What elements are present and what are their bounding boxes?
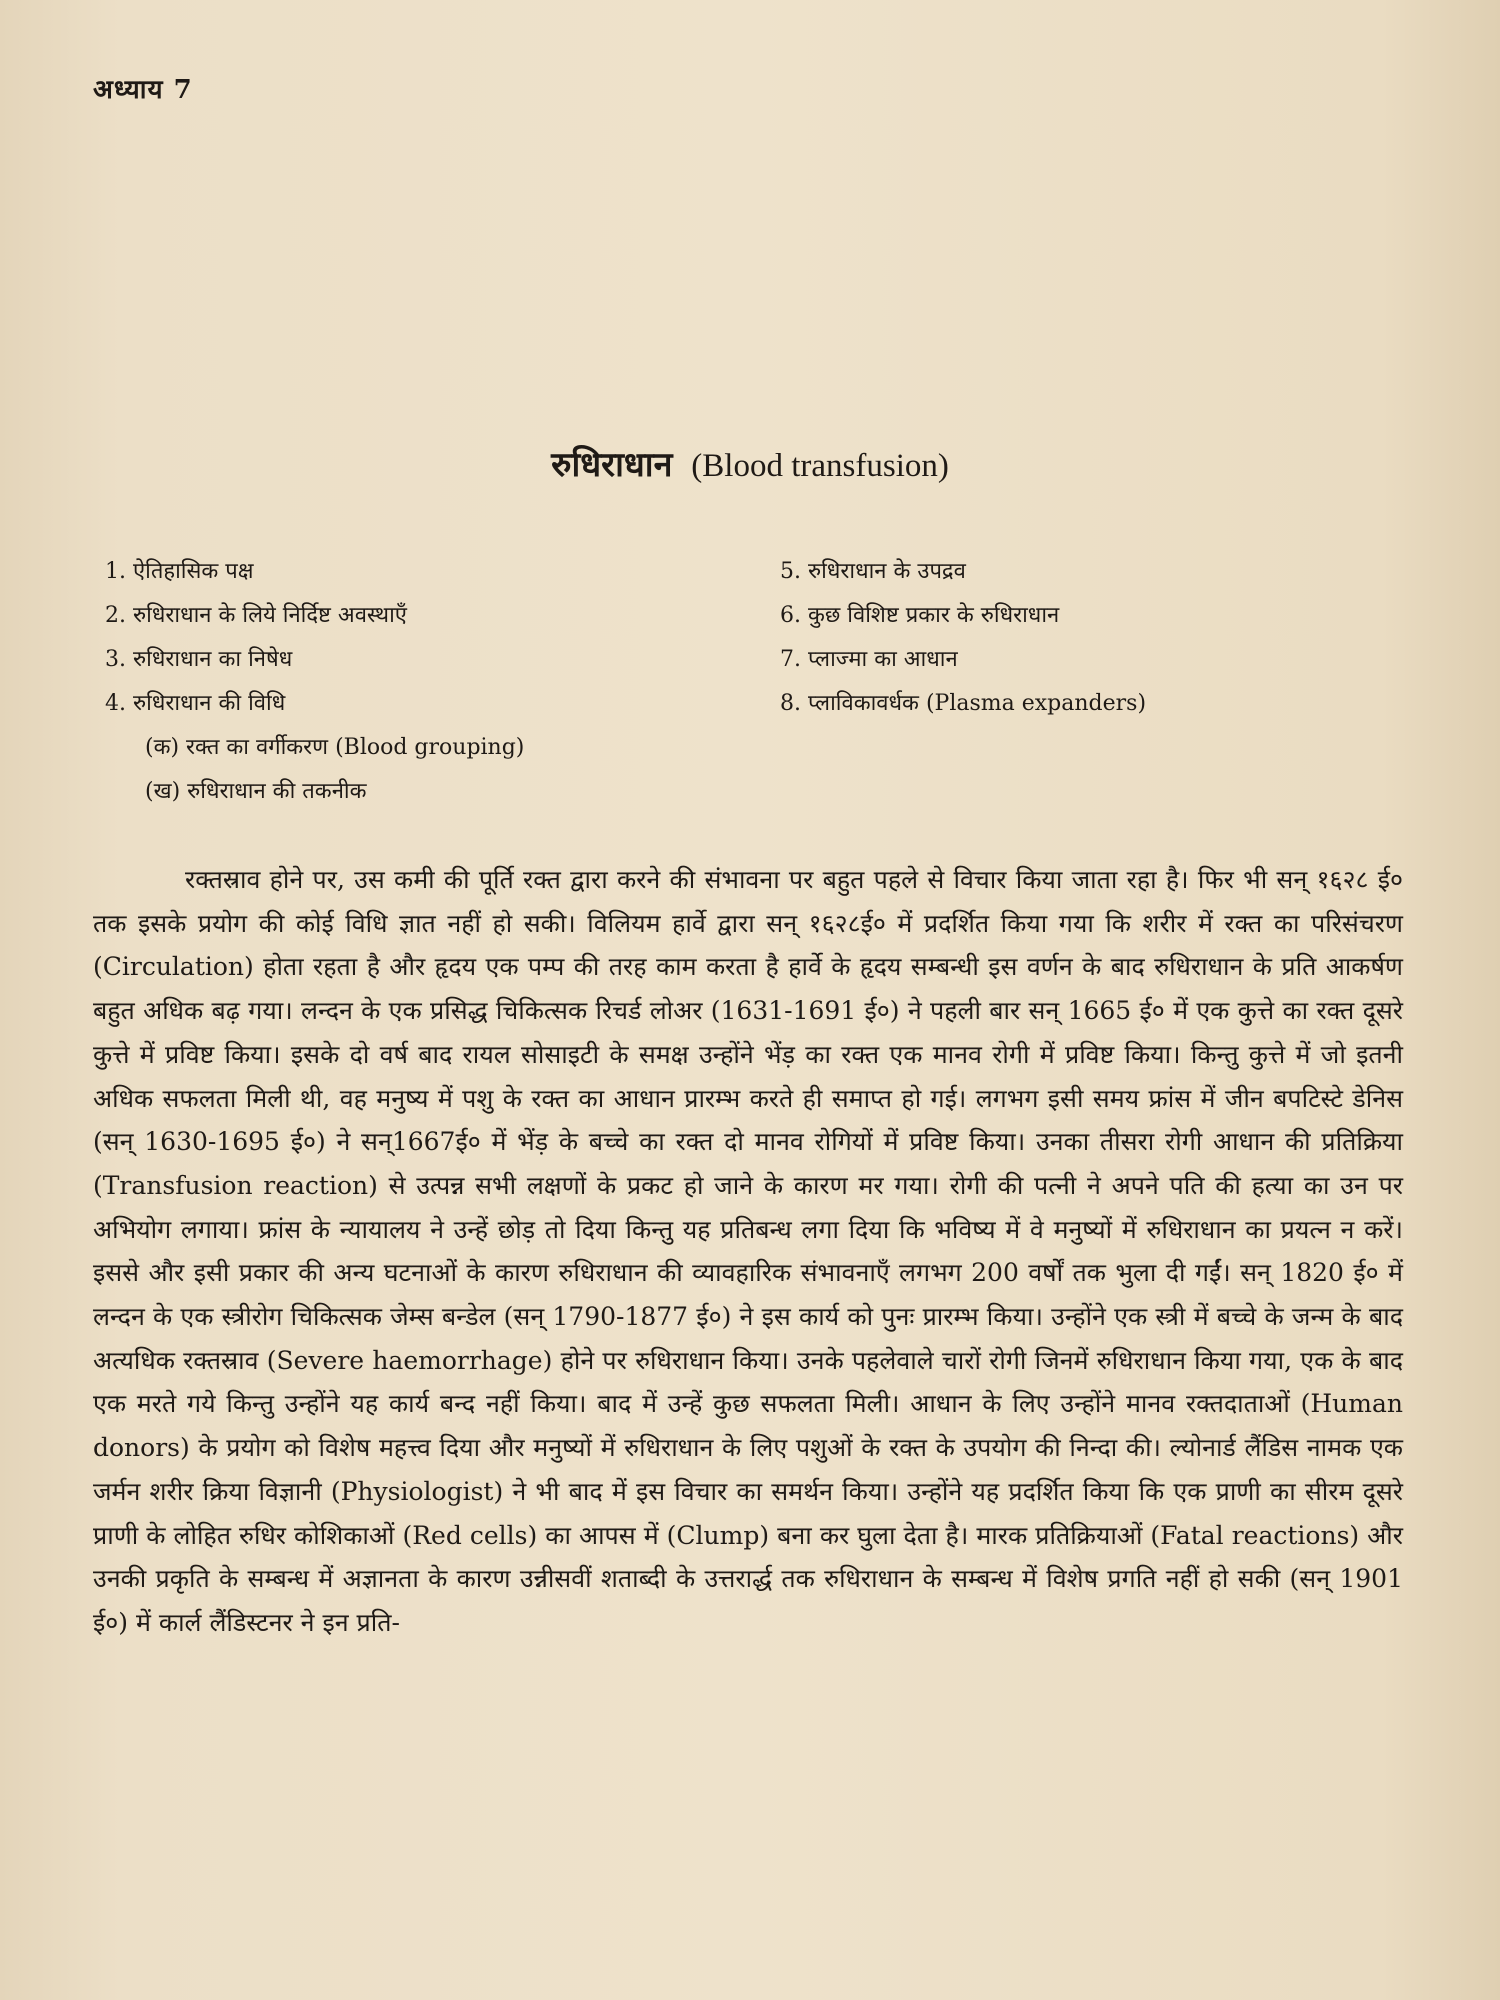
- body-paragraph: रक्तस्राव होने पर, उस कमी की पूर्ति रक्त द्वारा करने की संभावना पर बहुत पहले से विचार किया जाता रहा है। फिर भी सन् १६२८ ई० तक इसके प्रयोग की कोई विधि ज्ञात नहीं हो सकी। विलियम हार्वे द्वारा सन् १६२८ई० में प्रदर्शित किया गया कि शरीर में रक्त का परिसंचरण (Circulation) होता रहता है और हृदय एक पम्प की तरह काम करता है हार्वे के हृदय सम्बन्धी इस वर्णन के बाद रुधिराधान के प्रति आकर्षण बहुत अधिक बढ़ गया। लन्दन के एक प्रसिद्ध चिकित्सक रिचर्ड लोअर (1631-1691 ई०) ने पहली बार सन् 1665 ई० में एक कुत्ते का रक्त दूसरे कुत्ते में प्रविष्ट किया। इसके दो वर्ष बाद रायल सोसाइटी के समक्ष उन्होंने भेंड़ का रक्त एक मानव रोगी में प्रविष्ट किया। किन्तु कुत्ते में जो इतनी अधिक सफलता मिली थी, वह मनुष्य में पशु के रक्त का आधान प्रारम्भ करते ही समाप्त हो गई। लगभग इसी समय फ्रांस में जीन बपटिस्टे डेनिस (सन् 1630-1695 ई०) ने सन्1667ई० में भेंड़ के बच्चे का रक्त दो मानव रोगियों में प्रविष्ट किया। उनका तीसरा रोगी आधान की प्रतिक्रिया (Transfusion reaction) से उत्पन्न सभी लक्षणों के प्रकट हो जाने के कारण मर गया। रोगी की पत्नी ने अपने पति की हत्या का उन पर अभियोग लगाया। फ्रांस के न्यायालय ने उन्हें छोड़ तो दिया किन्तु यह प्रतिबन्ध लगा दिया कि भविष्य में वे मनुष्यों में रुधिराधान का प्रयत्न न करें। इससे और इसी प्रकार की अन्य घटनाओं के कारण रुधिराधान की व्यावहारिक संभावनाएँ लगभग 200 वर्षों तक भुला दी गईं। सन् 1820 ई० में लन्दन के एक स्त्रीरोग चिकित्सक जेम्स बन्डेल (सन् 1790-1877 ई०) ने इस कार्य को पुनः प्रारम्भ किया। उन्होंने एक स्त्री में बच्चे के जन्म के बाद अत्यधिक रक्तस्राव (Severe haemorrhage) होने पर रुधिराधान किया। उनके पहलेवाले चारों रोगी जिनमें रुधिराधान किया गया, एक के बाद एक मरते गये किन्तु उन्होंने यह कार्य बन्द नहीं किया। बाद में उन्हें कुछ सफलता मिली। आधान के लिए उन्होंने मानव रक्तदाताओं (Human donors) के प्रयोग को विशेष महत्त्व दिया और मनुष्यों में रुधिराधान के लिए पशुओं के रक्त के उपयोग की निन्दा की। ल्योनार्ड लैंडिस नामक एक जर्मन शरीर क्रिया विज्ञानी (Physiologist) ने भी बाद में इस विचार का समर्थन किया। उन्होंने यह प्रदर्शित किया कि एक प्राणी का सीरम दूसरे प्राणी के लोहित रुधिर कोशिकाओं (Red cells) का आपस में (Clump) बना कर घुला देता है। मारक प्रतिक्रियाओं (Fatal reactions) और उनकी प्रकृति के सम्बन्ध में अज्ञानता के कारण उन्नीसवीं शताब्दी के उत्तरार्द्ध तक रुधिराधान के सम्बन्ध में विशेष प्रगति नहीं हो सकी (सन् 1901 ई०) में कार्ल लैंडिस्टनर ने इन प्रति-: [93, 865, 1403, 1637]
- contents-subitem: (क) रक्त का वर्गीकरण (Blood grouping): [145, 735, 525, 760]
- table-of-contents: [0, 550, 1500, 810]
- contents-item: 6. कुछ विशिष्ट प्रकार के रुधिराधान: [780, 603, 1060, 628]
- body-text: [93, 858, 1403, 1645]
- chapter-label: अध्याय 7: [93, 75, 193, 105]
- contents-item: 1. ऐतिहासिक पक्ष: [105, 559, 254, 584]
- contents-item: 4. रुधिराधान की विधि: [105, 691, 286, 716]
- title-english: (Blood transfusion): [691, 448, 949, 484]
- contents-item: 7. प्लाज्मा का आधान: [780, 647, 958, 672]
- contents-item: 2. रुधिराधान के लिये निर्दिष्ट अवस्थाएँ: [105, 603, 407, 628]
- contents-right-column: [780, 550, 1146, 726]
- contents-left-column: [105, 550, 524, 814]
- contents-subitem: (ख) रुधिराधान की तकनीक: [145, 779, 367, 804]
- contents-item: 5. रुधिराधान के उपद्रव: [780, 559, 966, 584]
- chapter-title: [0, 440, 1500, 486]
- title-hindi: रुधिराधान: [551, 445, 673, 485]
- contents-item: 3. रुधिराधान का निषेध: [105, 647, 293, 672]
- contents-item: 8. प्लाविकावर्धक (Plasma expanders): [780, 691, 1147, 716]
